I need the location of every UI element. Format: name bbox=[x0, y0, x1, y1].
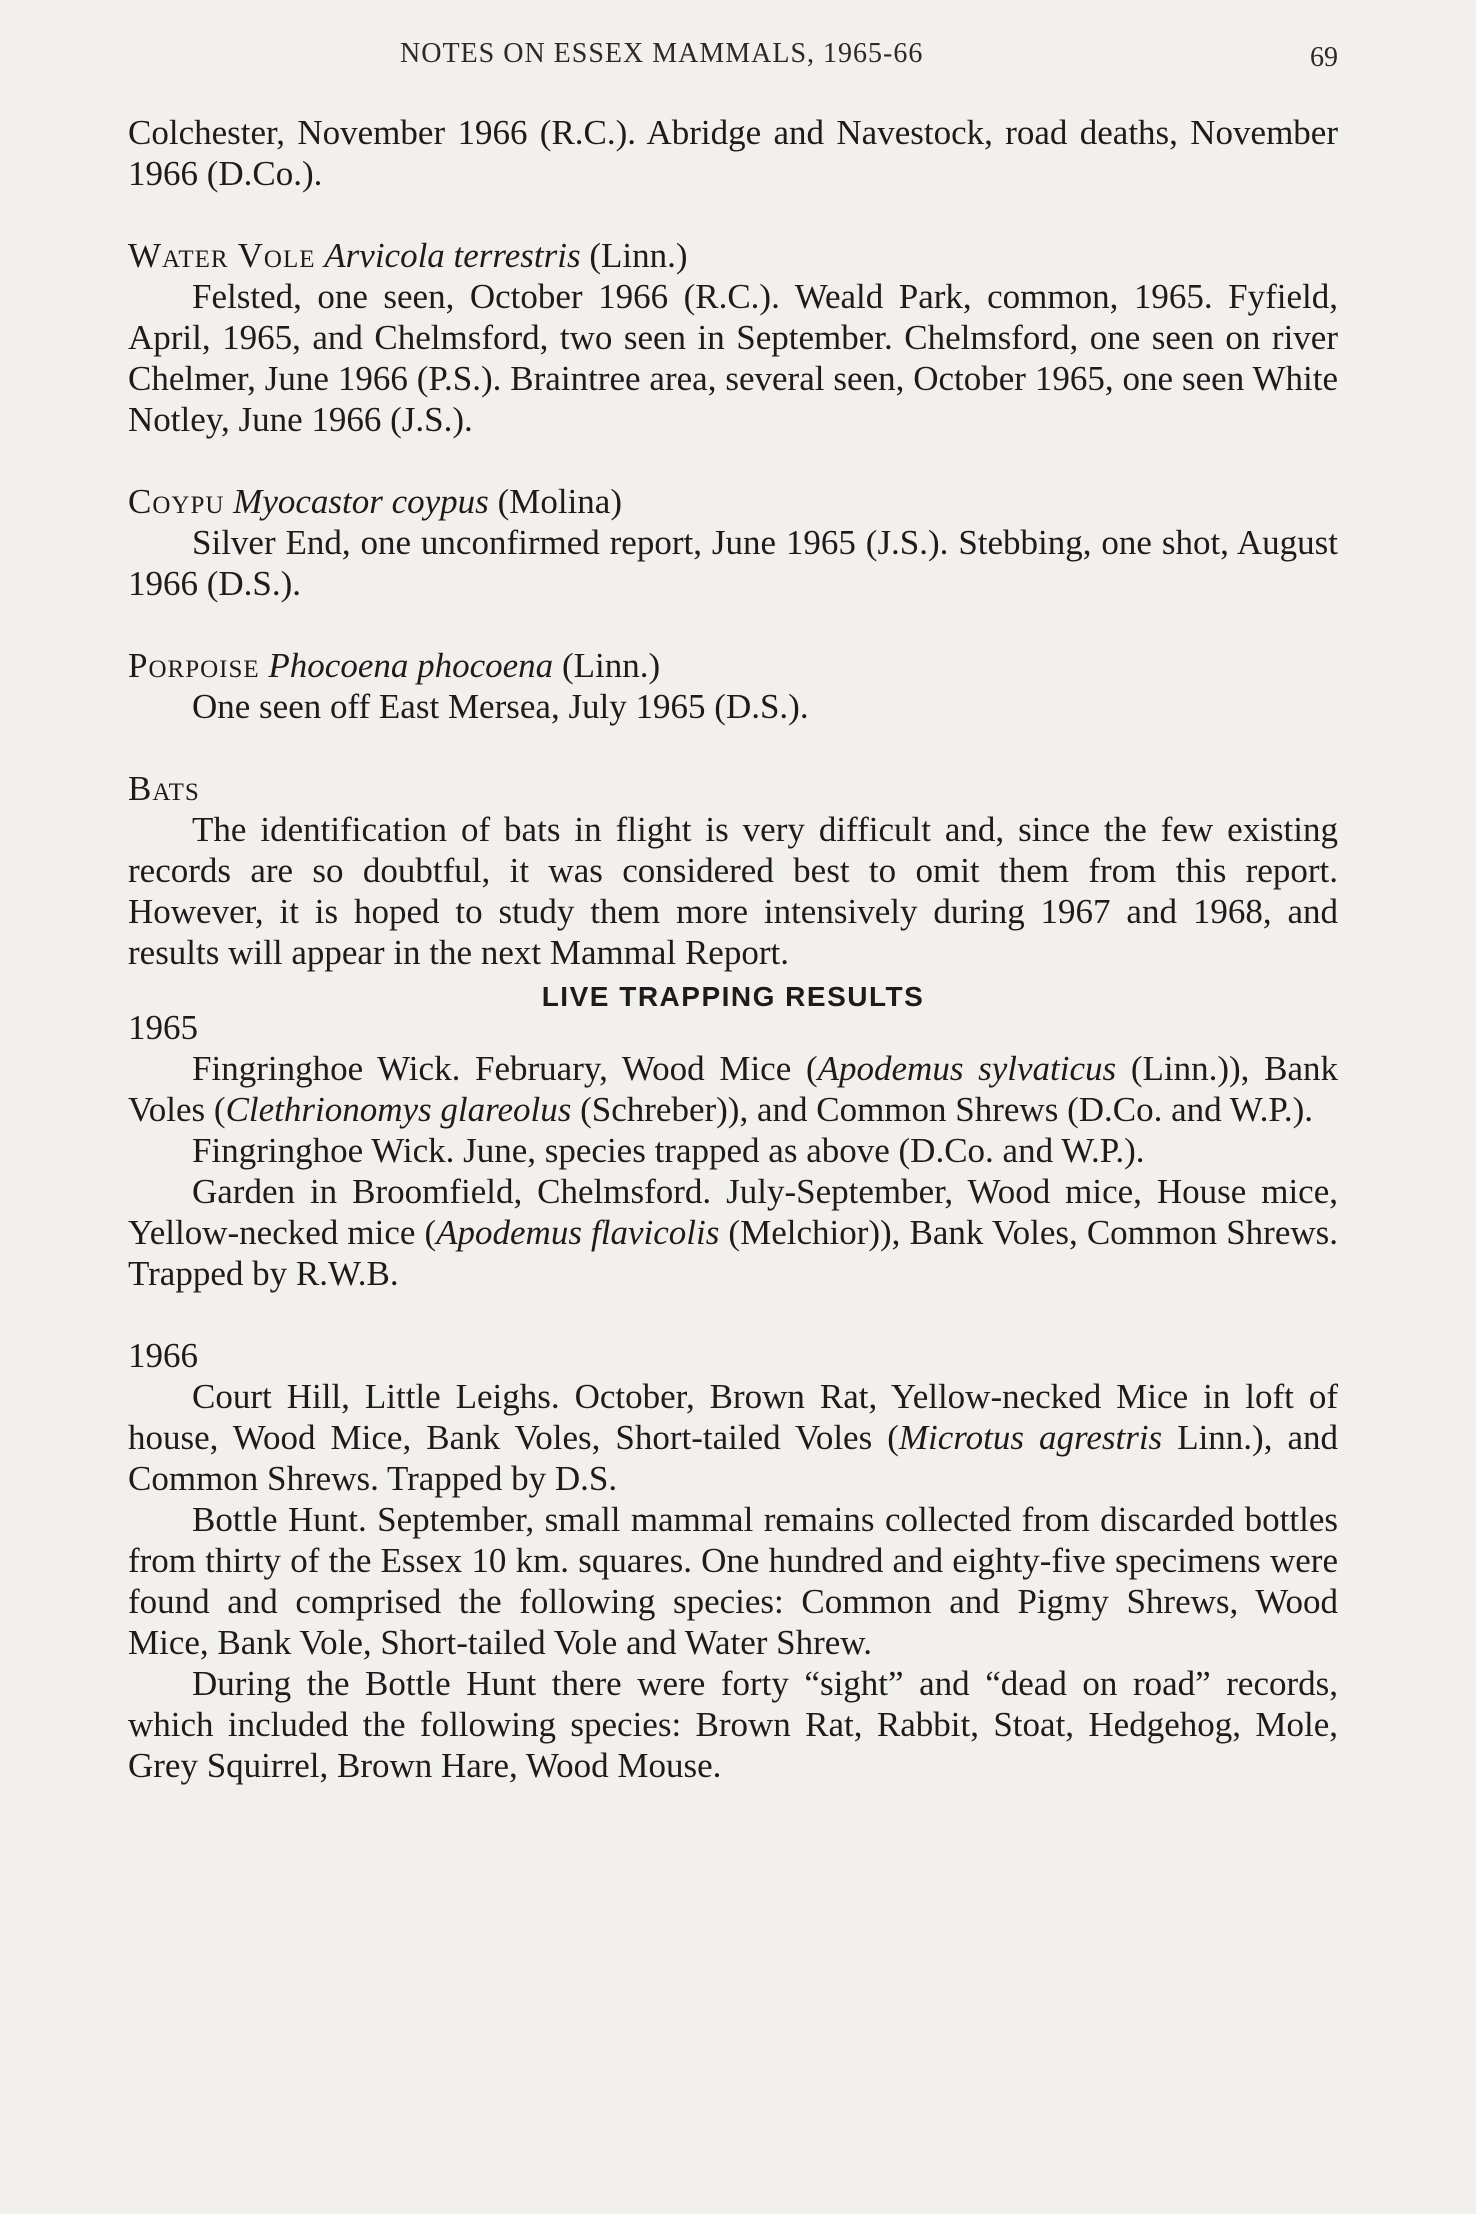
species-heading-coypu bbox=[128, 481, 1338, 522]
common-name: Water Vole bbox=[128, 236, 316, 275]
intro-paragraph: Colchester, November 1966 (R.C.). Abridge and Navestock, road deaths, November 1966 (D.Co.). bbox=[128, 113, 1338, 193]
trapping-record-1 bbox=[128, 1048, 1338, 1130]
year-heading-1966: 1966 bbox=[128, 1336, 198, 1375]
latin-name: Phocoena phocoena bbox=[268, 646, 554, 685]
latin-name: Microtus agrestris bbox=[898, 1418, 1163, 1457]
species-heading-bats bbox=[128, 768, 1338, 809]
text-run: Fingringhoe Wick. February, Wood Mice ( bbox=[192, 1049, 818, 1088]
coypu-records: Silver End, one unconfirmed report, June 1965 (J.S.). Stebbing, one shot, August 1966 (D.S.). bbox=[128, 523, 1338, 603]
latin-name: Apodemus sylvaticus bbox=[817, 1049, 1117, 1088]
latin-name: Myocastor coypus bbox=[233, 482, 489, 521]
text-run: Linn.), and Common Shrews. Trapped by D.S. bbox=[128, 1418, 1339, 1498]
running-head: NOTES ON ESSEX MAMMALS, 1965-66 bbox=[400, 38, 924, 69]
authority: (Linn.) bbox=[589, 236, 688, 275]
section-heading-live-trapping: LIVE TRAPPING RESULTS bbox=[541, 981, 925, 1012]
body-text bbox=[128, 112, 1338, 1786]
trapping-record-3 bbox=[128, 1171, 1338, 1294]
authority: (Linn.) bbox=[561, 646, 661, 685]
authority: (Molina) bbox=[497, 482, 622, 521]
text-run: Court Hill, Little Leighs. October, Brown Rat, Yellow-necked Mice in loft of house, Wood Mice, Bank Voles, Short-tailed Voles ( bbox=[128, 1377, 1338, 1457]
text-run: Garden in Broomfield, Chelmsford. July-September, Wood mice, House mice, Yellow-necked mice ( bbox=[128, 1172, 1338, 1252]
porpoise-records: One seen off East Mersea, July 1965 (D.S.). bbox=[192, 687, 809, 726]
page-number: 69 bbox=[1310, 42, 1338, 73]
species-heading-porpoise bbox=[128, 645, 1338, 686]
trapping-record-6: During the Bottle Hunt there were forty “sight” and “dead on road” records, which included the following species: Brown Rat, Rabbit, Stoat, Hedgehog, Mole, Grey Squirrel, Brown Hare, Wood Mouse. bbox=[128, 1664, 1338, 1785]
trapping-record-2: Fingringhoe Wick. June, species trapped as above (D.Co. and W.P.). bbox=[192, 1131, 1145, 1170]
year-heading-1965: 1965 bbox=[128, 1008, 198, 1047]
latin-name: Arvicola terrestris bbox=[324, 236, 581, 275]
trapping-record-4 bbox=[128, 1376, 1338, 1499]
water-vole-records: Felsted, one seen, October 1966 (R.C.). Weald Park, common, 1965. Fyfield, April, 1965, and Chelmsford, two seen in September. Chelmsford, one seen on river Chelmer, June 1966 (P.S.). Braintree area, several seen, October 1965, one seen White Notley, June 1966 (J.S.). bbox=[128, 277, 1338, 439]
trapping-record-5: Bottle Hunt. September, small mammal remains collected from discarded bottles from thirty of the Essex 10 km. squares. One hundred and eighty-five specimens were found and comprised the following species: Common and Pigmy Shrews, Wood Mice, Bank Vole, Short-tailed Vole and Water Shrew. bbox=[128, 1500, 1338, 1662]
bats-paragraph: The identification of bats in flight is very difficult and, since the few existing records are so doubtful, it was considered best to omit them from this report. However, it is hoped to study them more intensively during 1967 and 1968, and results will appear in the next Mammal Report. bbox=[128, 810, 1338, 972]
common-name: Bats bbox=[128, 769, 200, 808]
latin-name: Clethrionomys glareolus bbox=[225, 1090, 572, 1129]
text-run: (Melchior)), Bank Voles, Common Shrews. Trapped by R.W.B. bbox=[128, 1213, 1338, 1293]
common-name: Porpoise bbox=[128, 646, 260, 685]
common-name: Coypu bbox=[128, 482, 225, 521]
text-run: (Schreber)), and Common Shrews (D.Co. and W.P.). bbox=[571, 1090, 1314, 1129]
text-run: (Linn.)), Bank Voles ( bbox=[128, 1049, 1339, 1129]
species-heading-water-vole bbox=[128, 235, 1338, 276]
latin-name: Apodemus flavicolis bbox=[436, 1213, 720, 1252]
